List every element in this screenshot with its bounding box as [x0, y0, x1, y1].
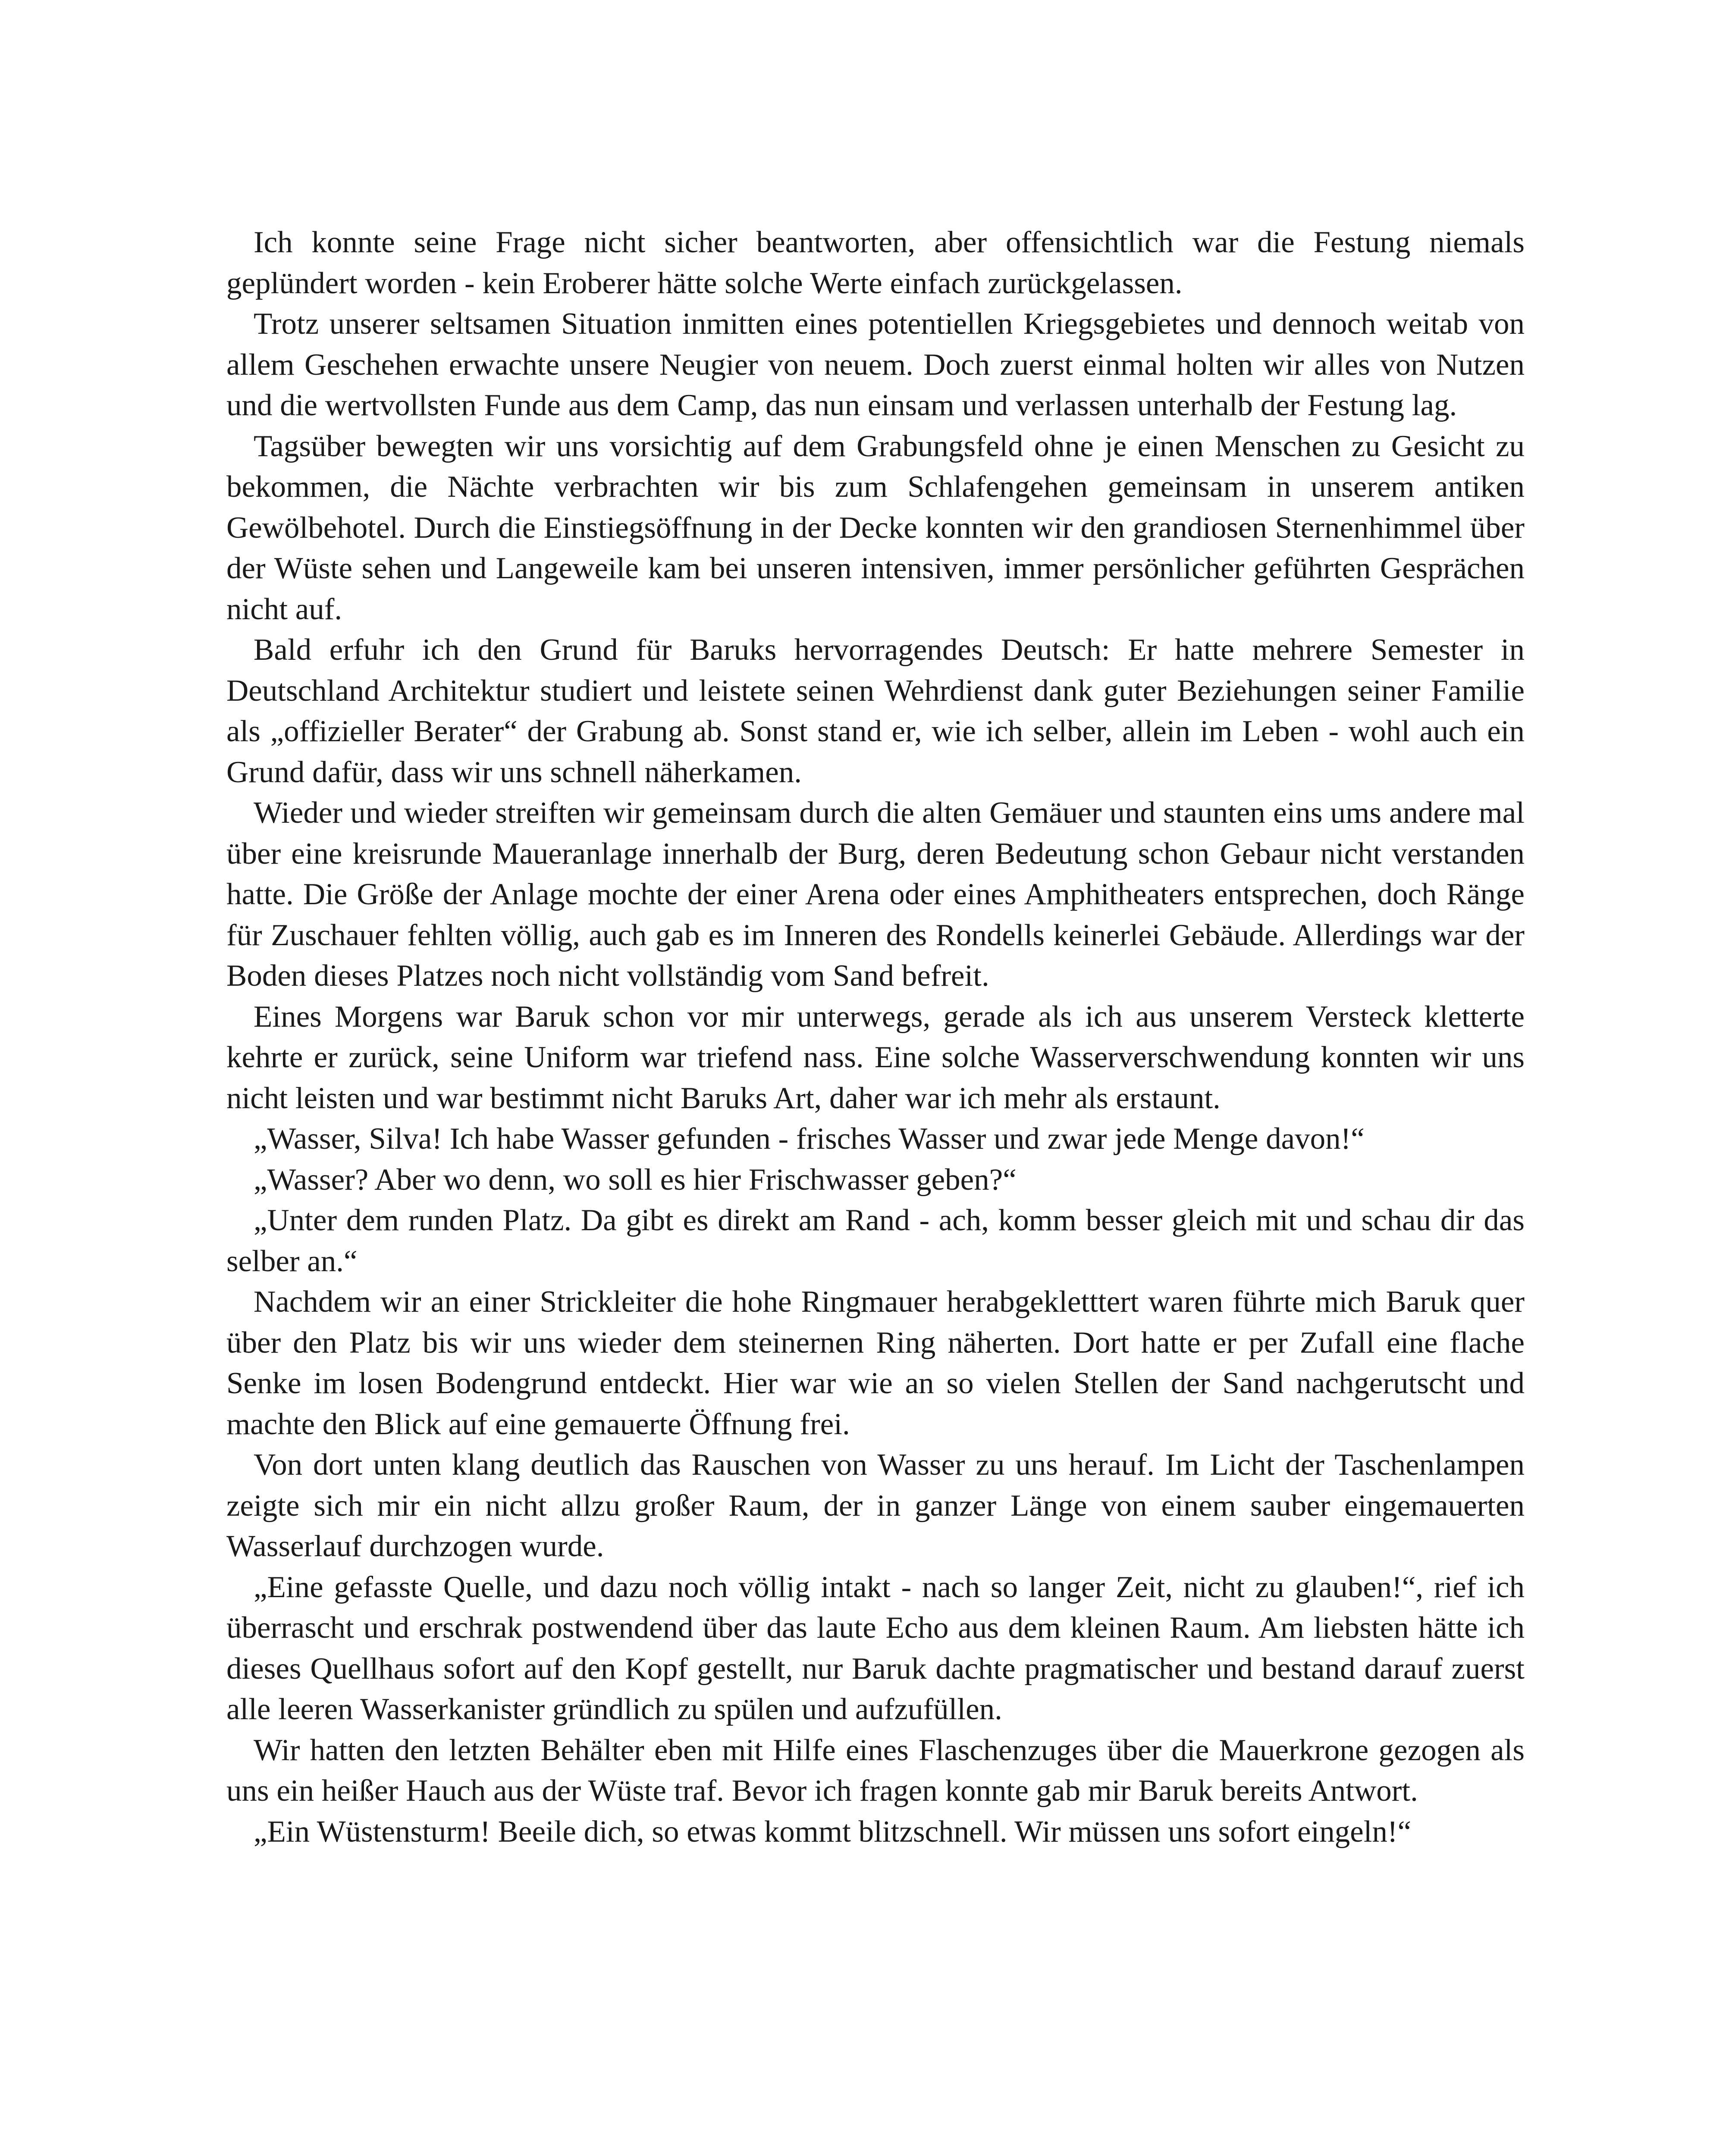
dialogue-paragraph: „Eine gefasste Quelle, und dazu noch völlig intakt - nach so langer Zeit, nicht zu glauben!“, rief ich überrascht und erschrak postwendend über das laute Echo aus dem kleinen Raum. Am liebsten hätte ich dieses Quellhaus sofort auf den Kopf gestellt, nur Baruk dachte pragmatischer und bestand darauf zuerst alle leeren Wasserkanister gründlich zu spülen und aufzufüllen. — [226, 1570, 1525, 1726]
paragraph: Tagsüber bewegten wir uns vorsichtig auf dem Grabungsfeld ohne je einen Menschen zu Gesicht zu bekommen, die Nächte verbrachten wir bis zum Schlafengehen gemeinsam in unserem antiken Gewölbehotel. Durch die Einstiegsöffnung in der Decke konnten wir den grandiosen Sternenhimmel über der Wüste sehen und Langeweile kam bei unseren intensiven, immer persönlicher geführten Gesprächen nicht auf. — [226, 429, 1525, 626]
dialogue-paragraph: „Wasser, Silva! Ich habe Wasser gefunden - frisches Wasser und zwar jede Menge davon!“ — [254, 1122, 1365, 1156]
dialogue-paragraph: „Ein Wüstensturm! Beeile dich, so etwas kommt blitzschnell. Wir müssen uns sofort eingeln!“ — [254, 1814, 1412, 1849]
paragraph: Eines Morgens war Baruk schon vor mir unterwegs, gerade als ich aus unserem Versteck kletterte kehrte er zurück, seine Uniform war triefend nass. Eine solche Wasserverschwendung konnten wir uns nicht leisten und war bestimmt nicht Baruks Art, daher war ich mehr als erstaunt. — [226, 1000, 1525, 1115]
paragraph: Ich konnte seine Frage nicht sicher beantworten, aber offensichtlich war die Festung niemals geplündert worden - kein Eroberer hätte solche Werte einfach zurückgelassen. — [226, 226, 1525, 300]
paragraph: Wieder und wieder streiften wir gemeinsam durch die alten Gemäuer und staunten eins ums andere mal über eine kreisrunde Maueranlage innerhalb der Burg, deren Bedeutung schon Gebaur nicht verstanden hatte. Die Größe der Anlage mochte der einer Arena oder eines Amphitheaters entsprechen, doch Ränge für Zuschauer fehlten völlig, auch gab es im Inneren des Rondells keinerlei Gebäude. Allerdings war der Boden dieses Platzes noch nicht vollständig vom Sand befreit. — [226, 796, 1525, 993]
paragraph: Nachdem wir an einer Strickleiter die hohe Ringmauer herabgekletttert waren führte mich Baruk quer über den Platz bis wir uns wieder dem steinernen Ring näherten. Dort hatte er per Zufall eine flache Senke im losen Bodengrund entdeckt. Hier war wie an so vielen Stellen der Sand nachgerutscht und machte den Blick auf eine gemauerte Öffnung frei. — [226, 1285, 1525, 1441]
body-text — [226, 222, 1525, 1852]
paragraph: Wir hatten den letzten Behälter eben mit Hilfe eines Flaschenzuges über die Mauerkrone gezogen als uns ein heißer Hauch aus der Wüste traf. Bevor ich fragen konnte gab mir Baruk bereits Antwort. — [226, 1733, 1525, 1808]
dialogue-paragraph: „Wasser? Aber wo denn, wo soll es hier Frischwasser geben?“ — [254, 1163, 1017, 1197]
dialogue-paragraph: „Unter dem runden Platz. Da gibt es direkt am Rand - ach, komm besser gleich mit und schau dir das selber an.“ — [226, 1203, 1525, 1278]
paragraph: Von dort unten klang deutlich das Rauschen von Wasser zu uns herauf. Im Licht der Taschenlampen zeigte sich mir ein nicht allzu großer Raum, der in ganzer Länge von einem sauber eingemauerten Wasserlauf durchzogen wurde. — [226, 1448, 1525, 1563]
paragraph: Trotz unserer seltsamen Situation inmitten eines potentiellen Kriegsgebietes und dennoch weitab von allem Geschehen erwachte unsere Neugier von neuem. Doch zuerst einmal holten wir alles von Nutzen und die wertvollsten Funde aus dem Camp, das nun einsam und verlassen unterhalb der Festung lag. — [226, 307, 1525, 422]
paragraph: Bald erfuhr ich den Grund für Baruks hervorragendes Deutsch: Er hatte mehrere Semester in Deutschland Architektur studiert und leistete seinen Wehrdienst dank guter Beziehungen seiner Familie als „offizieller Berater“ der Grabung ab. Sonst stand er, wie ich selber, allein im Leben - wohl auch ein Grund dafür, dass wir uns schnell näherkamen. — [226, 633, 1525, 789]
